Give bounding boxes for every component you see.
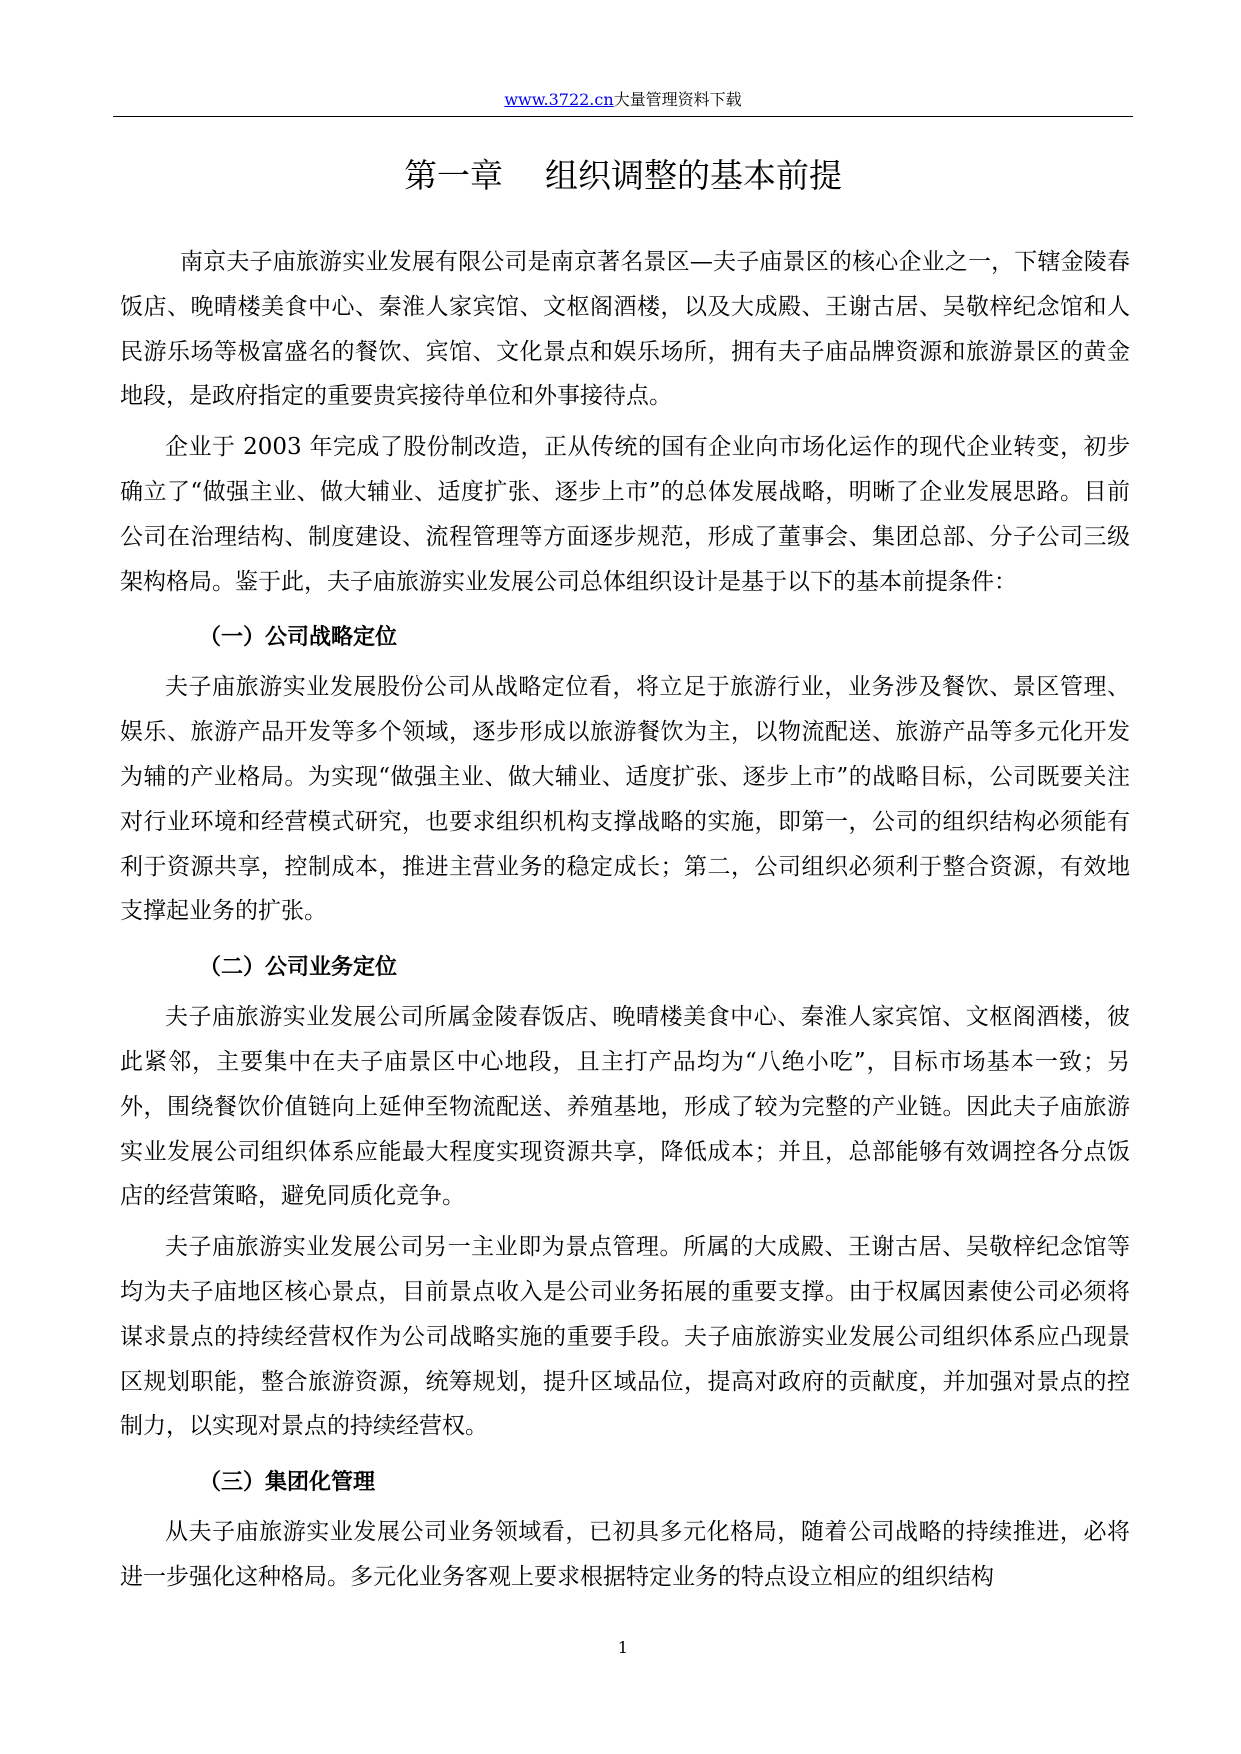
intro-paragraph: 企业于 2003 年完成了股份制改造，正从传统的国有企业向市场化运作的现代企业转变，初步确立了“做强主业、做大辅业、适度扩张、逐步上市”的总体发展战略，明晰了企业发展思路。目前公司在治理结构、制度建设、流程管理等方面逐步规范，形成了董事会、集团总部、分子公司三级架构格局。鉴于此，夫子庙旅游实业发展公司总体组织设计是基于以下的基本前提条件：	[120, 434, 1130, 595]
section-heading: （一）公司战略定位	[199, 625, 398, 651]
header-suffix: 大量管理资料下载	[613, 90, 742, 109]
section-paragraph: 从夫子庙旅游实业发展公司业务领域看，已初具多元化格局，随着公司战略的持续推进，必将进一步强化这种格局。多元化业务客观上要求根据特定业务的特点设立相应的组织结构	[120, 1519, 1130, 1590]
section-paragraph: 夫子庙旅游实业发展公司另一主业即为景点管理。所属的大成殿、王谢古居、吴敬梓纪念馆等均为夫子庙地区核心景点，目前景点收入是公司业务拓展的重要支撑。由于权属因素使公司必须将谋求景点的持续经营权作为公司战略实施的重要手段。夫子庙旅游实业发展公司组织体系应凸现景区规划职能，整合旅游资源，统筹规划，提升区域品位，提高对政府的贡献度，并加强对景点的控制力，以实现对景点的持续经营权。	[120, 1234, 1130, 1440]
section-paragraph: 夫子庙旅游实业发展股份公司从战略定位看，将立足于旅游行业，业务涉及餐饮、景区管理、娱乐、旅游产品开发等多个领域，逐步形成以旅游餐饮为主，以物流配送、旅游产品等多元化开发为辅的产业格局。为实现“做强主业、做大辅业、适度扩张、逐步上市”的战略目标，公司既要关注对行业环境和经营模式研究，也要求组织机构支撑战略的实施，即第一，公司的组织结构必须能有利于资源共享，控制成本，推进主营业务的稳定成长；第二，公司组织必须利于整合资源，有效地支撑起业务的扩张。	[120, 674, 1130, 925]
section-heading: （三）集团化管理	[199, 1470, 376, 1496]
page-header	[113, 90, 1133, 110]
document-body	[120, 240, 1130, 1606]
header-divider	[113, 116, 1133, 117]
intro-paragraph: 南京夫子庙旅游实业发展有限公司是南京著名景区—夫子庙景区的核心企业之一，下辖金陵春饭店、晚晴楼美食中心、秦淮人家宾馆、文枢阁酒楼，以及大成殿、王谢古居、吴敬梓纪念馆和人民游乐场等极富盛名的餐饮、宾馆、文化景点和娱乐场所，拥有夫子庙品牌资源和旅游景区的黄金地段，是政府指定的重要贵宾接待单位和外事接待点。	[120, 249, 1130, 410]
section-heading: （二）公司业务定位	[199, 955, 398, 981]
page-number: 1	[617, 1638, 629, 1657]
section-paragraph: 夫子庙旅游实业发展公司所属金陵春饭店、晚晴楼美食中心、秦淮人家宾馆、文枢阁酒楼，彼此紧邻，主要集中在夫子庙景区中心地段，且主打产品均为“八绝小吃”，目标市场基本一致；另外，围绕餐饮价值链向上延伸至物流配送、养殖基地，形成了较为完整的产业链。因此夫子庙旅游实业发展公司组织体系应能最大程度实现资源共享，降低成本；并且，总部能够有效调控各分点饭店的经营策略，避免同质化竞争。	[120, 1004, 1130, 1210]
header-link[interactable]: www.3722.cn	[504, 90, 614, 109]
chapter-title: 第一章 组织调整的基本前提	[404, 156, 842, 195]
